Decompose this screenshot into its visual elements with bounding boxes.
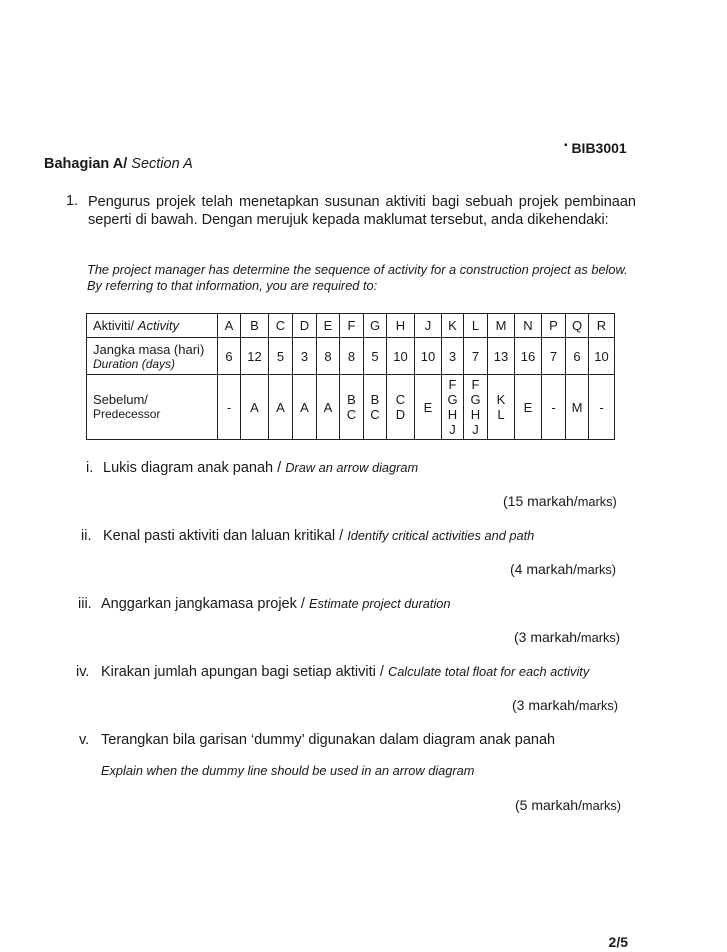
activity-cell: G: [364, 314, 387, 338]
question-number: 1.: [66, 193, 79, 209]
item-text-ms: Kirakan jumlah apungan bagi setiap aktiviti /: [101, 664, 384, 680]
duration-row: [87, 338, 615, 375]
predecessor-cell: E: [515, 375, 542, 440]
predecessor-cell: -: [589, 375, 615, 440]
activity-cell: P: [542, 314, 566, 338]
marks-value: (5 markah/: [515, 797, 582, 813]
duration-cell: 16: [515, 338, 542, 375]
item-marks: [514, 629, 620, 645]
item-text: [101, 664, 589, 680]
activity-cell: K: [442, 314, 464, 338]
item-marks: [512, 697, 618, 713]
predecessor-row-label: Sebelum/ Predecessor: [87, 375, 218, 440]
question-text-en: The project manager has determine the sequence of activity for a construction project as below. By referring to that information, you are required to:: [87, 262, 628, 293]
marks-label-en: marks): [578, 698, 619, 713]
item-text: [103, 460, 418, 476]
predecessor-cell: K L: [488, 375, 515, 440]
predecessor-cell: E: [415, 375, 442, 440]
predecessor-cell: A: [293, 375, 317, 440]
activity-cell: C: [269, 314, 293, 338]
section-heading: [44, 156, 193, 172]
marks-value: (4 markah/: [510, 561, 577, 577]
duration-cell: 12: [241, 338, 269, 375]
item-numeral: v.: [79, 732, 90, 748]
activity-table: [86, 313, 615, 440]
activity-cell: Q: [566, 314, 589, 338]
duration-row-label: Jangka masa (hari) Duration (days): [87, 338, 218, 375]
predecessor-row: [87, 375, 615, 440]
duration-cell: 5: [269, 338, 293, 375]
duration-cell: 7: [542, 338, 566, 375]
activity-cell: F: [340, 314, 364, 338]
item-numeral: iv.: [76, 664, 90, 680]
duration-cell: 7: [464, 338, 488, 375]
activity-cell: M: [488, 314, 515, 338]
duration-cell: 6: [566, 338, 589, 375]
duration-cell: 13: [488, 338, 515, 375]
item-numeral: ii.: [81, 528, 92, 544]
activity-cell: R: [589, 314, 615, 338]
marks-label-en: marks): [576, 562, 617, 577]
item-marks: [515, 797, 621, 813]
predecessor-cell: C D: [387, 375, 415, 440]
predecessor-cell: A: [269, 375, 293, 440]
course-code: [564, 140, 627, 156]
marks-value: (3 markah/: [512, 697, 579, 713]
section-label-en: Section A: [131, 156, 193, 172]
duration-cell: 10: [589, 338, 615, 375]
item-text-en: Draw an arrow diagram: [285, 460, 419, 475]
item-text-en: Identify critical activities and path: [347, 528, 535, 543]
duration-cell: 8: [340, 338, 364, 375]
item-text-en: Calculate total float for each activity: [387, 664, 590, 679]
item-text-ms: Anggarkan jangkamasa projek /: [101, 596, 305, 612]
duration-cell: 3: [293, 338, 317, 375]
marks-value: (3 markah/: [514, 629, 581, 645]
predecessor-cell: B C: [364, 375, 387, 440]
activity-cell: A: [218, 314, 241, 338]
predecessor-cell: -: [542, 375, 566, 440]
duration-cell: 8: [317, 338, 340, 375]
duration-cell: 5: [364, 338, 387, 375]
duration-cell: 10: [387, 338, 415, 375]
activity-cell: B: [241, 314, 269, 338]
predecessor-cell: F G H J: [464, 375, 488, 440]
item-numeral: i.: [86, 460, 94, 476]
predecessor-cell: A: [241, 375, 269, 440]
question-text-ms: Pengurus projek telah menetapkan susunan aktiviti bagi sebuah projek pembinaan seperti di bawah. Dengan merujuk kepada maklumat tersebut, anda dikehendaki:: [88, 194, 636, 228]
course-code-text: BIB3001: [571, 140, 627, 156]
activity-row-label: Aktiviti/ Activity: [87, 314, 218, 338]
item-marks: [503, 493, 617, 509]
activity-row: [87, 314, 615, 338]
duration-cell: 3: [442, 338, 464, 375]
duration-cell: 10: [415, 338, 442, 375]
duration-cell: 6: [218, 338, 241, 375]
activity-cell: L: [464, 314, 488, 338]
marks-value: (15 markah/: [503, 493, 578, 509]
page-number: 2/5: [608, 934, 628, 950]
section-label-ms: Bahagian A/: [44, 156, 128, 172]
predecessor-cell: B C: [340, 375, 364, 440]
item-text-en: Explain when the dummy line should be used in an arrow diagram: [101, 763, 475, 778]
marks-label-en: marks): [581, 798, 622, 813]
predecessor-cell: A: [317, 375, 340, 440]
predecessor-cell: M: [566, 375, 589, 440]
activity-cell: H: [387, 314, 415, 338]
marks-label-en: marks): [580, 630, 621, 645]
activity-cell: J: [415, 314, 442, 338]
item-text: [103, 528, 534, 544]
activity-cell: N: [515, 314, 542, 338]
item-text: [101, 596, 451, 612]
item-text: [101, 732, 555, 778]
item-marks: [510, 561, 616, 577]
item-text-ms: Kenal pasti aktiviti dan laluan kritikal /: [103, 528, 344, 544]
predecessor-cell: F G H J: [442, 375, 464, 440]
marks-label-en: marks): [577, 494, 617, 509]
item-text-ms: Lukis diagram anak panah /: [103, 460, 282, 476]
activity-cell: D: [293, 314, 317, 338]
item-text-en: Estimate project duration: [308, 596, 451, 611]
item-text-ms: Terangkan bila garisan ‘dummy’ digunakan dalam diagram anak panah: [101, 732, 556, 748]
activity-cell: E: [317, 314, 340, 338]
item-numeral: iii.: [78, 596, 92, 612]
predecessor-cell: -: [218, 375, 241, 440]
bullet-mark: ▪: [564, 140, 568, 151]
